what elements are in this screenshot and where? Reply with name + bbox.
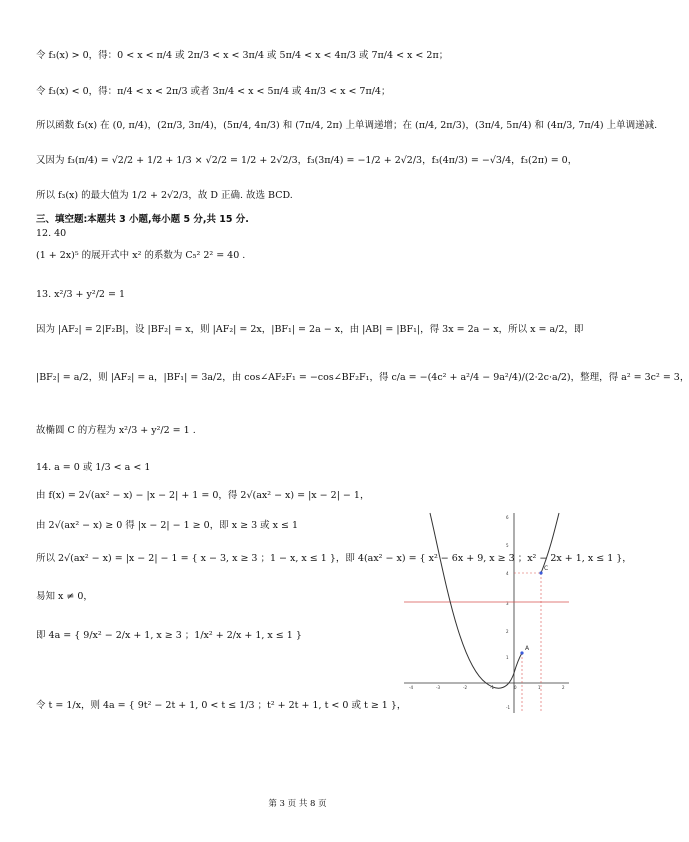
y-tick-label: 4 — [506, 571, 509, 576]
x-tick-label: 0 — [514, 685, 517, 690]
y-tick-label: 5 — [506, 543, 509, 548]
y-tick-label: 2 — [506, 629, 509, 634]
x-tick-label: -2 — [463, 685, 467, 690]
x-tick-labels — [409, 685, 565, 690]
y-tick-label: 1 — [506, 655, 509, 660]
text-line: 即 4a = { 9/x² − 2/x + 1, x ≥ 3 ；1/x² + 2/x + 1, x ≤ 1 } — [36, 630, 302, 641]
parabola-left — [430, 513, 514, 688]
text-line: 故椭圆 C 的方程为 x²/3 + y²/2 = 1 . — [36, 425, 196, 436]
x-tick-label: 2 — [562, 685, 565, 690]
function-graph — [404, 513, 569, 713]
y-tick-labels — [506, 515, 510, 710]
page-footer: 第 3 页 共 8 页 — [268, 799, 327, 809]
text-line: 令 f₃(x) > 0，得：0 < x < π/4 或 2π/3 < x < 3π/4 或 5π/4 < x < 4π/3 或 7π/4 < x < 2π； — [36, 50, 449, 61]
x-tick-label: -4 — [409, 685, 413, 690]
text-line: 所以函数 f₃(x) 在 (0, π/4)，(2π/3, 3π/4)，(5π/4, 4π/3) 和 (7π/4, 2π) 上单调递增；在 (π/4, 2π/3)，(3π/4, 5π/4) 和 (4π/3, 7π/4) 上单调递减. — [36, 120, 658, 131]
x-tick-label: 1 — [538, 685, 541, 690]
text-line: 所以 2√(ax² − x) = |x − 2| − 1 = { x − 3, x ≥ 3 ；1 − x, x ≤ 1 }，即 4(ax² − x) = { x² − 6x + 9, x ≥ 3 ；x² − 2x + 1, x ≤ 1 }， — [36, 553, 632, 564]
y-tick-label: 6 — [506, 515, 509, 520]
text-line: 易知 x ≠ 0， — [36, 591, 93, 602]
text-line: |BF₂| = a/2，则 |AF₂| = a，|BF₁| = 3a/2，由 cos∠AF₂F₁ = −cos∠BF₂F₁，得 c/a = −(4c² + a²/4 − 9a²/4)/(2·2c·a/2)，整理，得 a² = 3c² = 3， — [36, 372, 689, 383]
text-line: 由 2√(ax² − x) ≥ 0 得 |x − 2| − 1 ≥ 0，即 x ≥ 3 或 x ≤ 1 — [36, 520, 299, 531]
x-tick-label: -1 — [490, 685, 494, 690]
y-tick-label: 3 — [506, 601, 509, 606]
text-line: 由 f(x) = 2√(ax² − x) − |x − 2| + 1 = 0，得 2√(ax² − x) = |x − 2| − 1， — [36, 490, 370, 501]
y-tick-label: -1 — [506, 705, 510, 710]
text-line: 13. x²/3 + y²/2 = 1 — [36, 289, 126, 300]
text-line: 所以 f₃(x) 的最大值为 1/2 + 2√2/3，故 D 正确. 故选 BCD. — [36, 190, 293, 201]
text-line: 14. a = 0 或 1/3 < a < 1 — [36, 462, 151, 473]
x-tick-label: -3 — [436, 685, 440, 690]
point-c-marker — [539, 571, 542, 574]
point-a-marker — [520, 651, 523, 654]
text-line: 三、填空题:本题共 3 小题,每小题 5 分,共 15 分. — [36, 214, 249, 225]
text-line: 令 f₃(x) < 0，得：π/4 < x < 2π/3 或者 3π/4 < x < 5π/4 或 4π/3 < x < 7π/4； — [36, 86, 391, 97]
point-c-label: C — [544, 565, 549, 572]
text-line: 又因为 f₃(π/4) = √2/2 + 1/2 + 1/3 × √2/2 = 1/2 + 2√2/3，f₃(3π/4) = −1/2 + 2√2/3，f₃(4π/3) = −√3/4，f₃(2π) = 0， — [36, 155, 578, 166]
text-line: 令 t = 1/x，则 4a = { 9t² − 2t + 1, 0 < t ≤ 1/3 ；t² + 2t + 1, t < 0 或 t ≥ 1 }， — [36, 700, 407, 711]
text-line: 12. 40 — [36, 228, 67, 239]
parabola-right — [541, 513, 559, 573]
point-a-label: A — [525, 645, 530, 652]
text-line: 因为 |AF₂| = 2|F₂B|，设 |BF₂| = x，则 |AF₂| = 2x，|BF₁| = 2a − x，由 |AB| = |BF₁|，得 3x = 2a − x，所以 x = a/2，即 — [36, 324, 584, 335]
text-line: (1 + 2x)⁵ 的展开式中 x² 的系数为 C₅² 2² = 40 . — [36, 250, 246, 261]
curve-near-a — [514, 653, 522, 673]
